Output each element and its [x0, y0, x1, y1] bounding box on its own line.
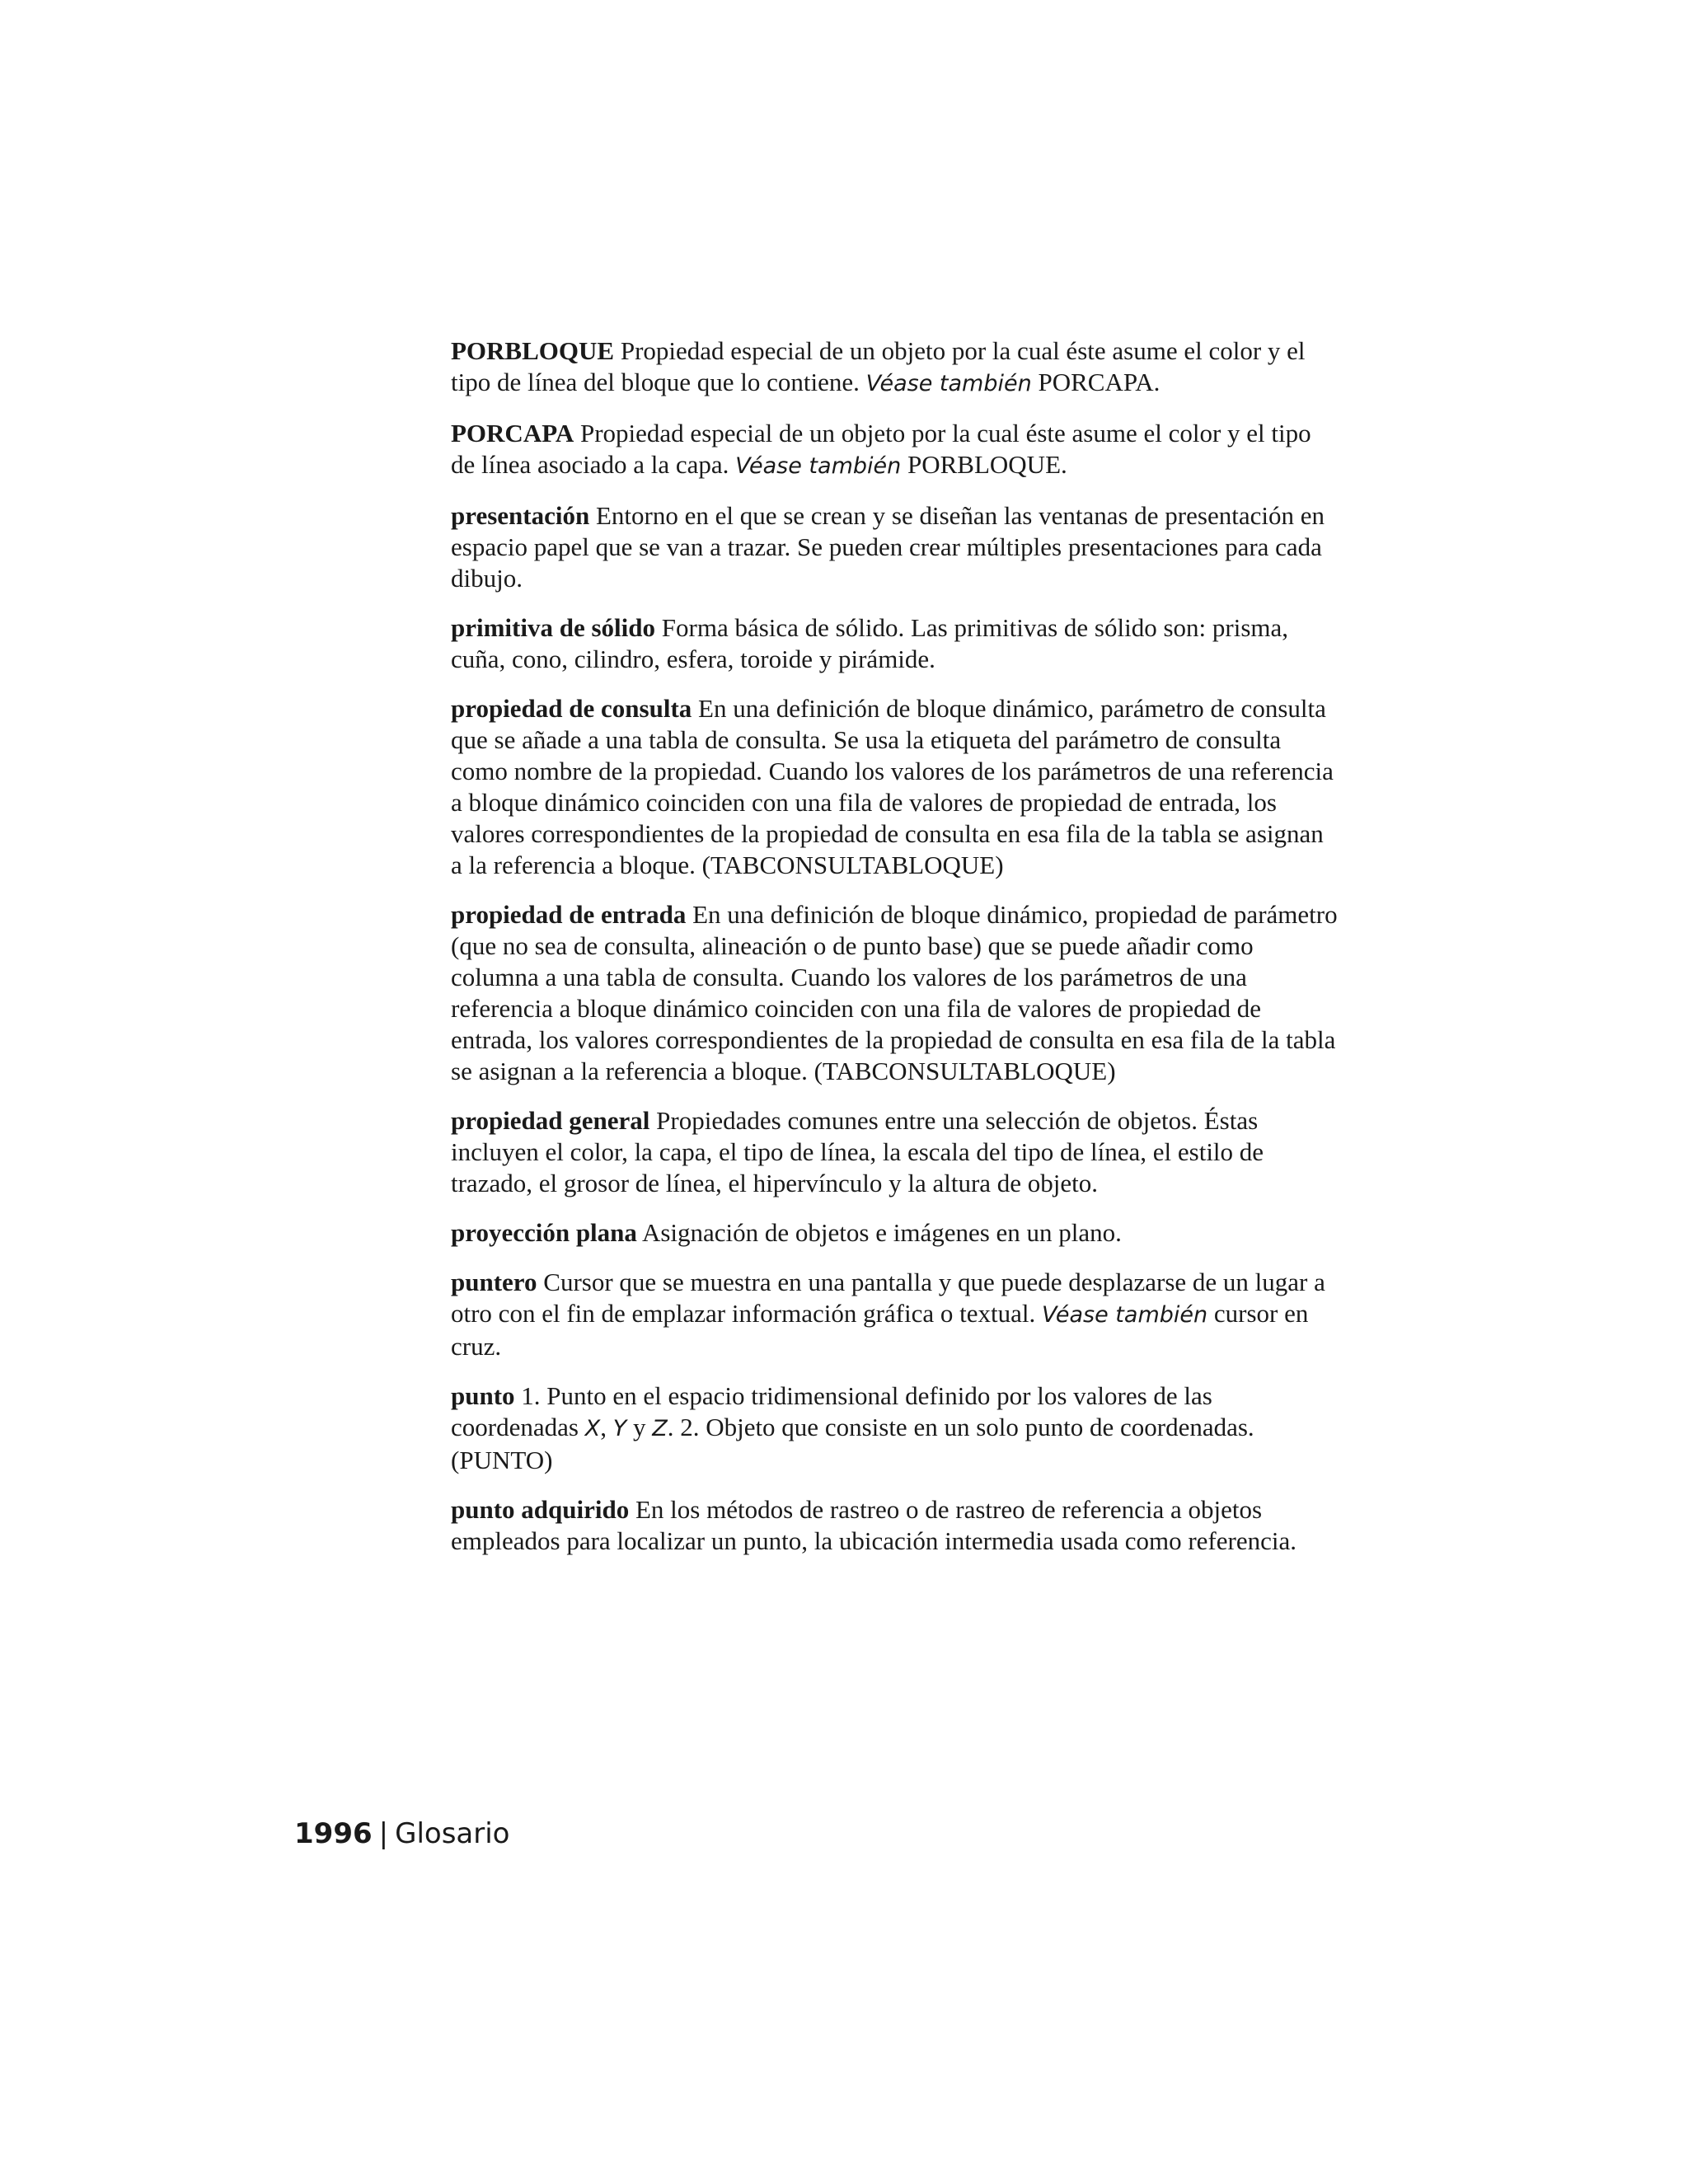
glossary-entry [451, 500, 1341, 594]
page-footer [294, 1816, 509, 1852]
glossary-entry [451, 1217, 1341, 1249]
entry-definition [451, 419, 1311, 479]
definition-text: Propiedad especial de un objeto por la cual éste asume el color y el tipo de línea del bloque que lo contiene. [451, 336, 1306, 396]
definition-text: y [626, 1413, 653, 1441]
definition-text: . 2. Objeto que consiste en un solo punto de coordenadas. (PUNTO) [451, 1413, 1254, 1474]
definition-text: En una definición de bloque dinámico, parámetro de consulta que se añade a una tabla de consulta. Se usa la etiqueta del parámetro de consulta como nombre de la propiedad. Cuando los valores de los parámetros de una referencia a bloque dinámico coinciden con una fila de valores de propiedad de entrada, los valores correspondientes de la propiedad de consulta en esa fila de la tabla se asignan a la referencia a bloque. (TABCONSULTABLOQUE) [451, 694, 1334, 879]
definition-text: 1. Punto en el espacio tridimensional definido por los valores de las coordenadas [451, 1381, 1212, 1441]
entry-term: primitiva de sólido [451, 613, 656, 642]
coordinate-variable: Z [652, 1416, 668, 1441]
definition-text: Cursor que se muestra en una pantalla y que puede desplazarse de un lugar a otro con el fin de emplazar información gráfica o textual. [451, 1268, 1325, 1328]
entry-term: propiedad general [451, 1106, 650, 1135]
glossary-entry [451, 899, 1341, 1087]
glossary-entry [451, 1380, 1341, 1476]
entry-term: punto adquirido [451, 1495, 630, 1524]
glossary-entry [451, 418, 1341, 482]
definition-text: Entorno en el que se crean y se diseñan las ventanas de presentación en espacio papel que se van a trazar. Se pueden crear múltiples presentaciones para cada dibujo. [451, 501, 1325, 593]
entry-term: propiedad de entrada [451, 900, 687, 929]
definition-text: Propiedades comunes entre una selección de objetos. Éstas incluyen el color, la capa, el tipo de línea, la escala del tipo de línea, el estilo de trazado, el grosor de línea, el hipervínculo y la altura de objeto. [451, 1106, 1264, 1197]
entry-term: PORCAPA [451, 419, 574, 448]
see-also-label: Véase también [1042, 1302, 1208, 1328]
see-also-label: Véase también [865, 371, 1032, 396]
entry-definition [642, 1218, 1122, 1247]
glossary-entry [451, 1267, 1341, 1362]
entry-definition [451, 1268, 1325, 1361]
entry-term: punto [451, 1381, 515, 1410]
glossary-entry [451, 693, 1341, 881]
glossary-entry [451, 1105, 1341, 1199]
glossary-entry [451, 335, 1341, 400]
definition-text: Propiedad especial de un objeto por la cual éste asume el color y el tipo de línea asociado a la capa. [451, 419, 1311, 479]
entry-term: PORBLOQUE [451, 336, 615, 365]
coordinate-variable: Y [612, 1416, 627, 1441]
entry-term: propiedad de consulta [451, 694, 692, 723]
entry-term: proyección plana [451, 1218, 637, 1247]
definition-text: PORCAPA. [1031, 368, 1160, 396]
definition-text: En una definición de bloque dinámico, propiedad de parámetro (que no sea de consulta, alineación o de punto base) que se puede añadir como columna a una tabla de consulta. Cuando los valores de los parámetros de una referencia a bloque dinámico coinciden con una fila de valores de propiedad de entrada, los valores correspondientes de la propiedad de consulta en esa fila de la tabla se asignan a la referencia a bloque. (TABCONSULTABLOQUE) [451, 900, 1338, 1085]
entry-term: puntero [451, 1268, 537, 1296]
see-also-label: Véase también [735, 453, 902, 479]
definition-text: Forma básica de sólido. Las primitivas de sólido son: prisma, cuña, cono, cilindro, esfera, toroide y pirámide. [451, 613, 1289, 673]
footer-separator: | [378, 1817, 389, 1850]
section-title: Glosario [395, 1817, 510, 1850]
glossary-entry [451, 1494, 1341, 1557]
page-number: 1996 [294, 1817, 373, 1850]
glossary-entry [451, 612, 1341, 675]
glossary-entries [451, 335, 1341, 1575]
coordinate-variable: X [584, 1416, 601, 1441]
definition-text: PORBLOQUE. [901, 450, 1067, 479]
definition-text: En los métodos de rastreo o de rastreo de referencia a objetos empleados para localizar un punto, la ubicación intermedia usada como referencia. [451, 1495, 1296, 1555]
entry-term: presentación [451, 501, 590, 530]
definition-text: cursor en cruz. [451, 1299, 1309, 1361]
definition-text: Asignación de objetos e imágenes en un plano. [641, 1218, 1122, 1247]
entry-definition [451, 1381, 1254, 1474]
definition-text: , [600, 1413, 613, 1441]
